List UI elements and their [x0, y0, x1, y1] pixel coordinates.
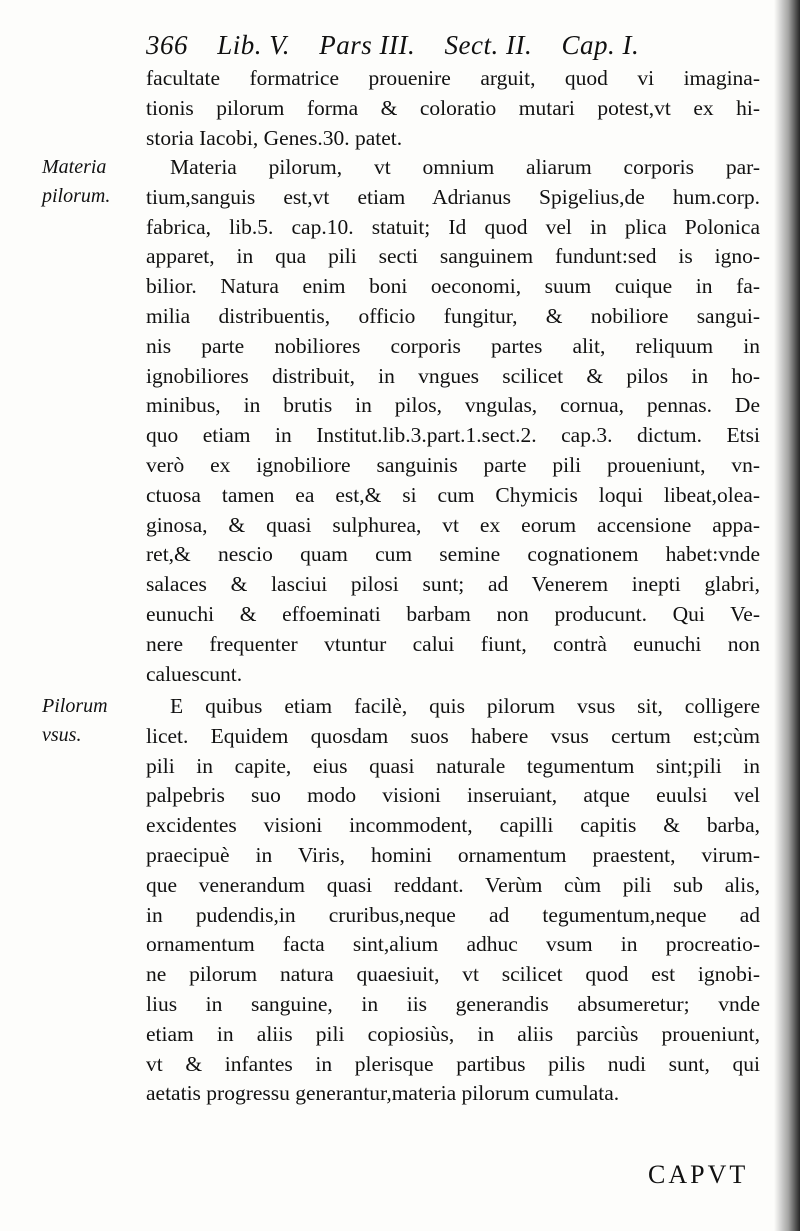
- marginal-line: vsus.: [42, 724, 82, 746]
- text-line: salaces & lasciui pilosi sunt; ad Venerem inepti glabri,: [146, 572, 760, 597]
- text-line: aetatis progressu generantur,materia pilorum cumulata.: [146, 1081, 620, 1106]
- text-line: minibus, in brutis in pilos, vngulas, cornua, pennas. De: [146, 393, 760, 418]
- text-line: tionis pilorum forma & coloratio mutari potest,vt ex hi-: [146, 95, 760, 120]
- text-line: ctuosa tamen ea est,& si cum Chymicis loqui libeat,olea-: [146, 482, 760, 507]
- text-line: ret,& nescio quam cum semine cognationem habet:vnde: [146, 542, 760, 567]
- text-line: nis parte nobiliores corporis partes alit, reliquum in: [146, 333, 760, 358]
- text-line: palpebris suo modo visioni inseruiant, atque euulsi vel: [146, 783, 760, 808]
- text-line: que venerandum quasi reddant. Verùm cùm pili sub alis,: [146, 872, 760, 897]
- paragraph-materia: [146, 153, 760, 689]
- text-line: praecipuè in Viris, homini ornamentum praestent, virum-: [146, 842, 760, 867]
- marginal-line: Pilorum: [42, 695, 108, 717]
- text-line: nere frequenter vtuntur calui fiunt, contrà eunuchi non: [146, 631, 760, 656]
- text-line: ornamentum facta sint,alium adhuc vsum in procreatio-: [146, 932, 760, 957]
- text-line: apparet, in qua pili secti sanguinem fundunt:sed is igno-: [146, 244, 760, 269]
- header-book: Lib. V.: [217, 30, 291, 60]
- marginal-line: Materia: [42, 156, 107, 178]
- gutter-shadow: [774, 0, 800, 1231]
- text-line: eunuchi & effoeminati barbam non producunt. Qui Ve-: [146, 601, 760, 626]
- text-line: E quibus etiam facilè, quis pilorum vsus sit, colligere: [170, 694, 760, 718]
- text-line: verò ex ignobiliore sanguinis parte pili proueniunt, vn-: [146, 452, 760, 477]
- text-line: caluescunt.: [146, 661, 243, 686]
- text-line: quo etiam in Institut.lib.3.part.1.sect.2. cap.3. dictum. Etsi: [146, 423, 760, 448]
- text-line: milia distribuentis, officio fungitur, & nobiliore sangui-: [146, 303, 760, 328]
- catchword: CAPVT: [648, 1160, 749, 1189]
- paragraph-usus: [146, 692, 760, 1109]
- paragraph-continuation: [146, 64, 760, 153]
- text-line: excidentes visioni incommodent, capilli capitis & barba,: [146, 813, 760, 838]
- header-part: Pars III.: [319, 30, 416, 60]
- running-header: [146, 30, 746, 61]
- text-line: pili in capite, eius quasi naturale tegumentum sint;pili in: [146, 753, 760, 778]
- marginal-note-pilorum: [42, 692, 142, 750]
- text-line: vt & infantes in plerisque partibus pilis nudi sunt, qui: [146, 1051, 760, 1076]
- marginal-note-materia: [42, 153, 142, 211]
- header-section: Sect. II.: [444, 30, 533, 60]
- text-line: tium,sanguis est,vt etiam Adrianus Spigelius,de hum.corp.: [146, 184, 760, 209]
- text-line: licet. Equidem quosdam suos habere vsus certum est;cùm: [146, 723, 760, 748]
- text-line: fabrica, lib.5. cap.10. statuit; Id quod vel in plica Polonica: [146, 214, 760, 239]
- text-line: etiam in aliis pili copiosiùs, in aliis parciùs proueniunt,: [146, 1021, 760, 1046]
- text-line: storia Iacobi, Genes.30. patet.: [146, 125, 403, 150]
- page-number: 366: [146, 30, 188, 60]
- text-line: Materia pilorum, vt omnium aliarum corporis par-: [170, 155, 760, 179]
- text-line: ne pilorum natura quaesiuit, vt scilicet quod est ignobi-: [146, 962, 760, 987]
- header-chapter: Cap. I.: [561, 30, 640, 60]
- text-line: facultate formatrice prouenire arguit, quod vi imagina-: [146, 66, 760, 90]
- text-line: in pudendis,in cruribus,neque ad tegumentum,neque ad: [146, 902, 760, 927]
- text-line: ginosa, & quasi sulphurea, vt ex eorum accensione appa-: [146, 512, 760, 537]
- text-line: ignobiliores distribuit, in vngues scilicet & pilos in ho-: [146, 363, 760, 388]
- text-line: lius in sanguine, in iis generandis absumeretur; vnde: [146, 991, 760, 1016]
- marginal-line: pilorum.: [42, 185, 111, 207]
- text-line: bilior. Natura enim boni oeconomi, suum cuique in fa-: [146, 274, 760, 299]
